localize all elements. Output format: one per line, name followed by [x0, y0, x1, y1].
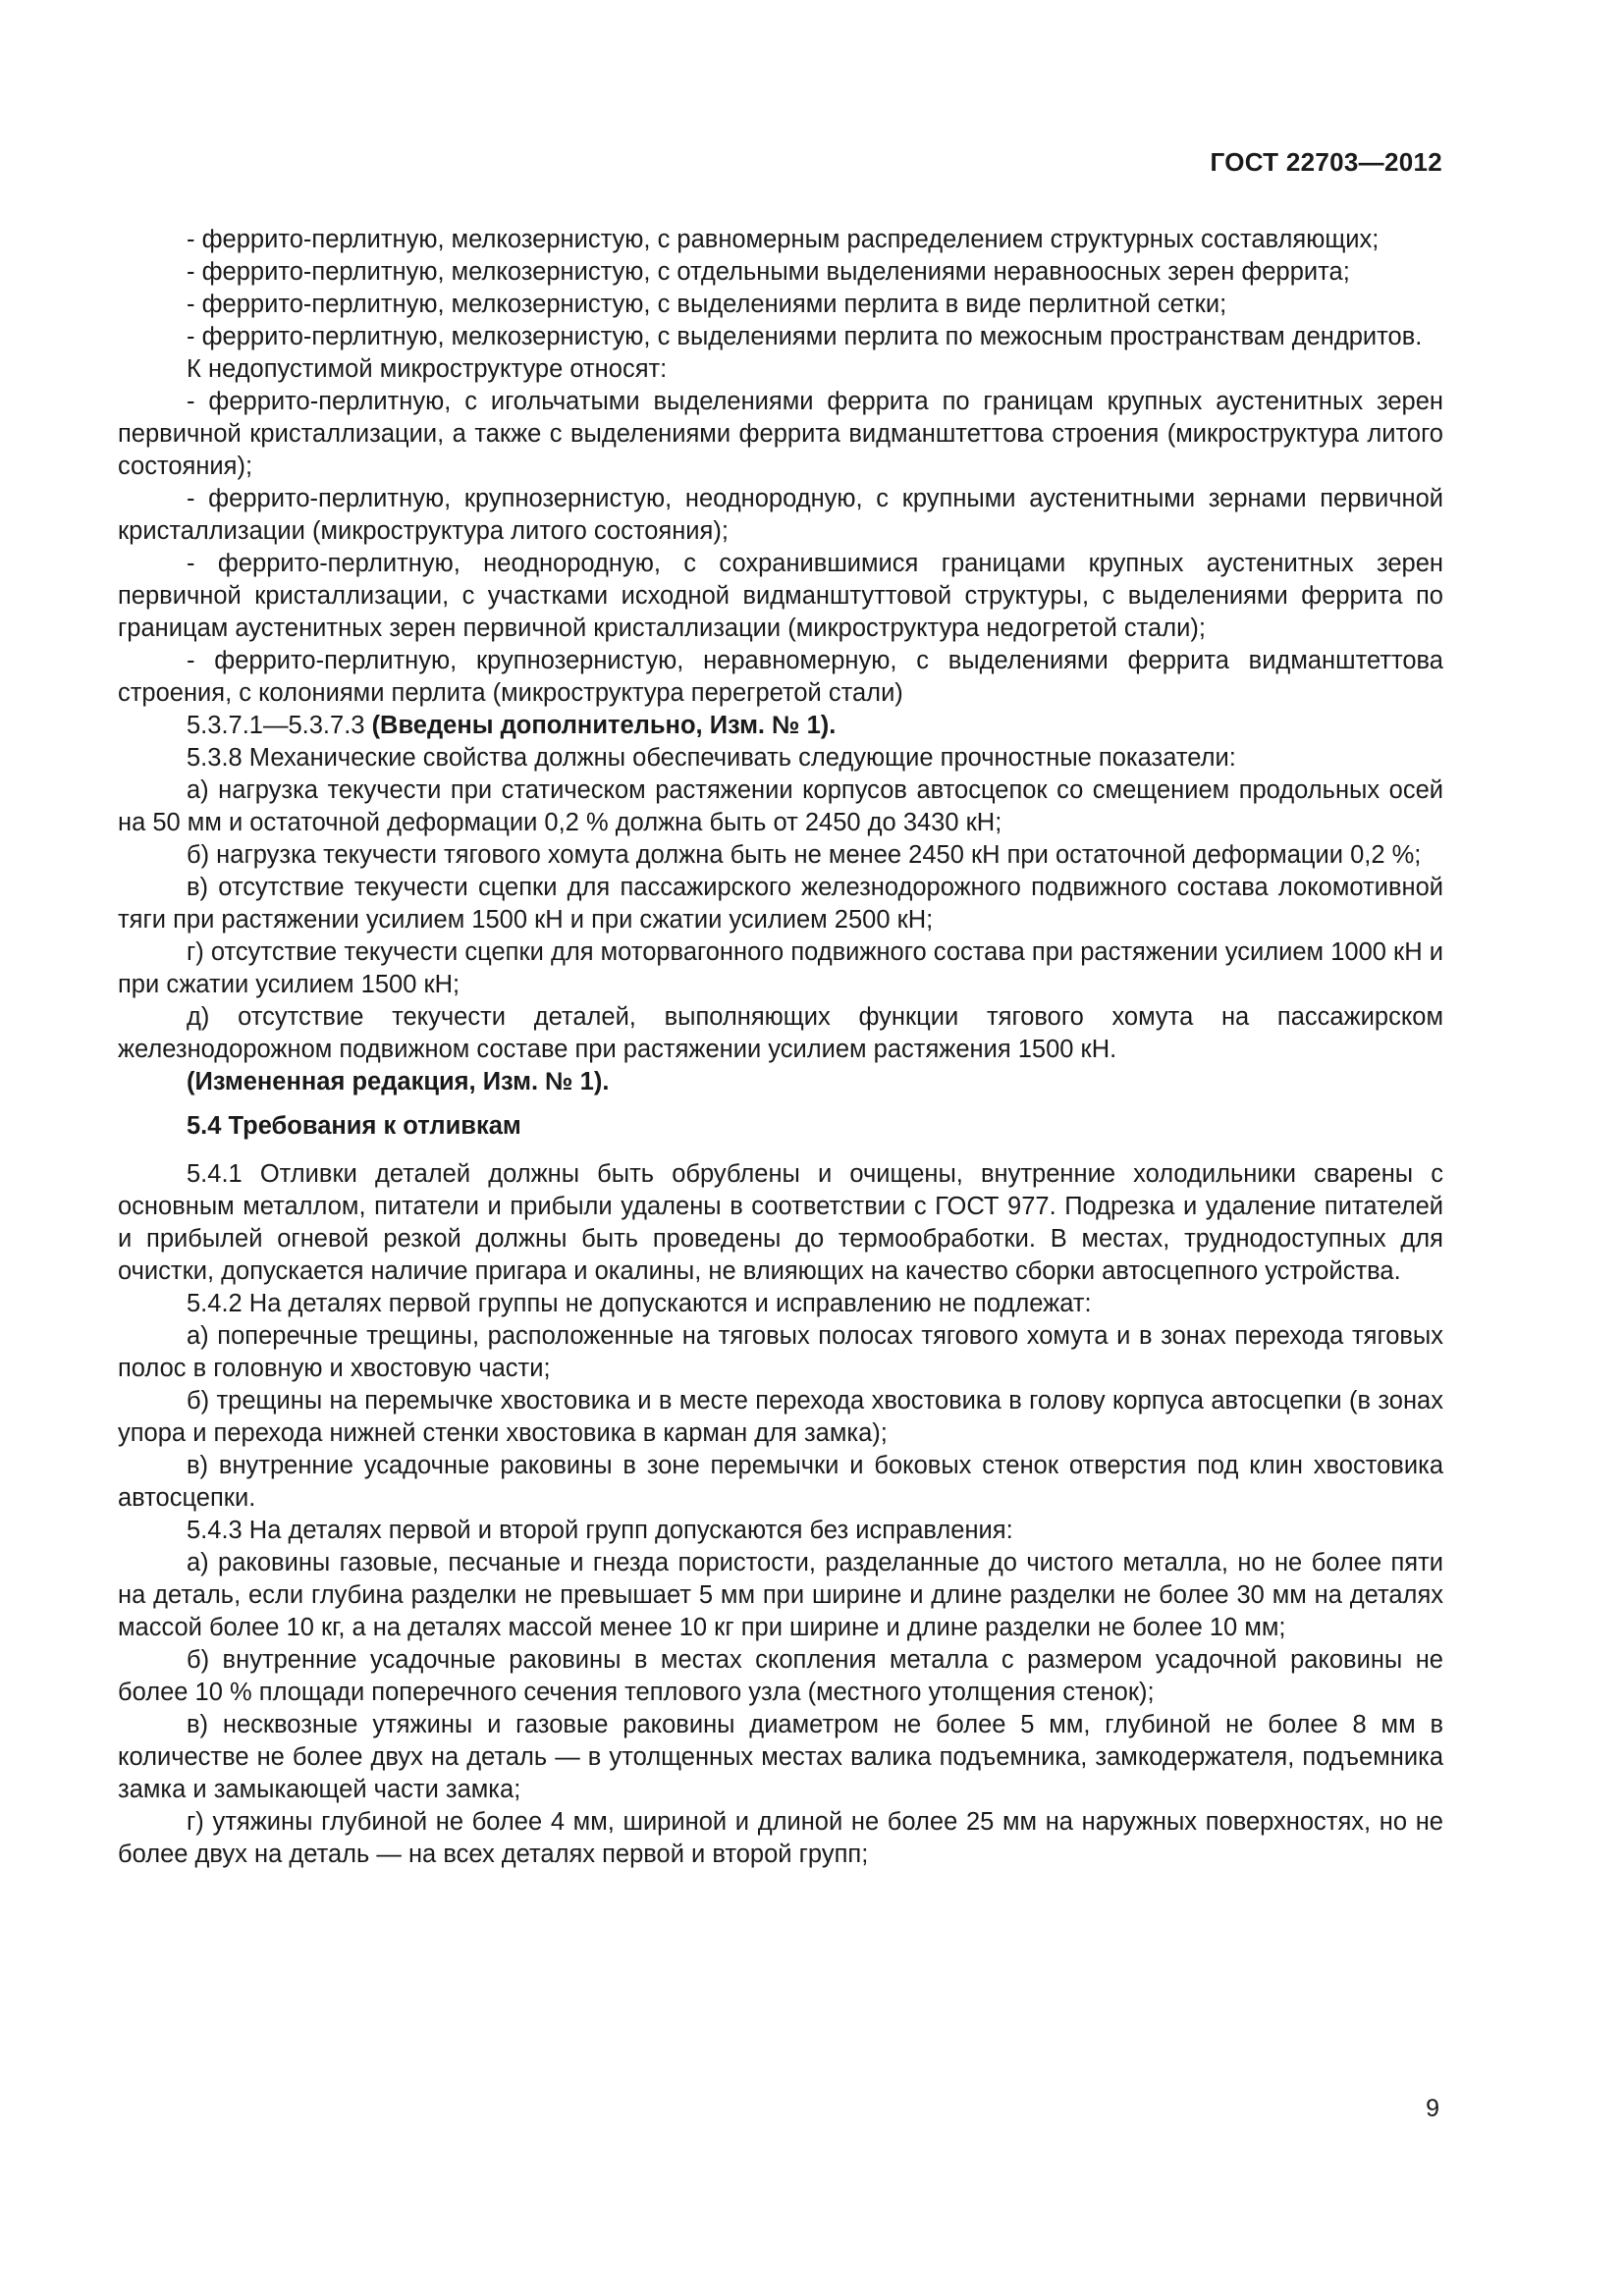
list-item: в) отсутствие текучести сцепки для пассажирского железнодорожного подвижного состава локомотивной тяги при растяжении усилием 1500 кН и при сжатии усилием 2500 кН;	[118, 874, 1443, 934]
list-item: б) нагрузка текучести тягового хомута должна быть не менее 2450 кН при остаточной деформации 0,2 %;	[187, 841, 1422, 869]
amendment-note: (Измененная редакция, Изм. № 1).	[187, 1068, 610, 1095]
list-item: - феррито-перлитную, неоднородную, с сохранившимися границами крупных аустенитных зерен первичной кристаллизации, с участками исходной видманштуттовой структуры, с выделениями феррита по границам аустенитных зерен первичной кристаллизации (микроструктура недогретой стали);	[118, 550, 1443, 642]
list-item: г) утяжины глубиной не более 4 мм, шириной и длиной не более 25 мм на наружных поверхностях, но не более двух на деталь — на всех деталях первой и второй групп;	[118, 1808, 1443, 1868]
list-item: а) нагрузка текучести при статическом растяжении корпусов автосцепок со смещением продольных осей на 50 мм и остаточной деформации 0,2 % должна быть от 2450 до 3430 кН;	[118, 776, 1443, 836]
paragraph: 5.4.1 Отливки деталей должны быть обрублены и очищены, внутренние холодильники сварены с основным металлом, питатели и прибыли удалены в соответствии с ГОСТ 977. Подрезка и удаление питателей и прибылей огневой резкой должны быть проведены до термообработки. В местах, труднодоступных для очистки, допускается наличие пригара и окалины, не влияющих на качество сборки автосцепного устройства.	[118, 1160, 1443, 1285]
list-item: г) отсутствие текучести сцепки для моторвагонного подвижного состава при растяжении усилием 1000 кН и при сжатии усилием 1500 кН;	[118, 938, 1443, 998]
section-heading: 5.4 Требования к отливкам	[187, 1112, 521, 1140]
list-item: - феррито-перлитную, крупнозернистую, неравномерную, с выделениями феррита видманштеттова строения, с колониями перлита (микроструктура перегретой стали)	[118, 647, 1443, 707]
list-item: д) отсутствие текучести деталей, выполняющих функции тягового хомута на пассажирском железнодорожном подвижном составе при растяжении усилием растяжения 1500 кН.	[118, 1003, 1443, 1063]
list-item: а) поперечные трещины, расположенные на тяговых полосах тягового хомута и в зонах перехода тяговых полос в головную и хвостовую части;	[118, 1322, 1443, 1382]
list-item: б) внутренние усадочные раковины в местах скопления металла с размером усадочной раковины не более 10 % площади поперечного сечения теплового узла (местного утолщения стенок);	[118, 1646, 1443, 1706]
list-item: - феррито-перлитную, мелкозернистую, с выделениями перлита по межосным пространствам дендритов.	[187, 323, 1423, 350]
document-header: ГОСТ 22703—2012	[1210, 147, 1442, 177]
list-item: - феррито-перлитную, мелкозернистую, с выделениями перлита в виде перлитной сетки;	[187, 291, 1227, 318]
list-item: - феррито-перлитную, с игольчатыми выделениями феррита по границам крупных аустенитных зерен первичной кристаллизации, а также с выделениями феррита видманштеттова строения (микроструктура литого состояния);	[118, 388, 1443, 480]
list-item: а) раковины газовые, песчаные и гнезда пористости, разделанные до чистого металла, но не более пяти на деталь, если глубина разделки не превышает 5 мм при ширине и длине разделки не более 30 мм на деталях массой более 10 кг, а на деталях массой менее 10 кг при ширине и длине разделки не более 10 мм;	[118, 1549, 1443, 1641]
list-item: в) несквозные утяжины и газовые раковины диаметром не более 5 мм, глубиной не более 8 мм в количестве не более двух на деталь — в утолщенных местах валика подъемника, замкодержателя, подъемника замка и замыкающей части замка;	[118, 1711, 1443, 1803]
list-item: б) трещины на перемычке хвостовика и в месте перехода хвостовика в голову корпуса автосцепки (в зонах упора и перехода нижней стенки хвостовика в карман для замка);	[118, 1387, 1443, 1447]
document-body	[118, 224, 1443, 1871]
paragraph: К недопустимой микроструктуре относят:	[187, 355, 668, 383]
list-item: в) внутренние усадочные раковины в зоне перемычки и боковых стенок отверстия под клин хвостовика автосцепки.	[118, 1452, 1443, 1512]
paragraph: 5.4.2 На деталях первой группы не допускаются и исправлению не подлежат:	[187, 1290, 1092, 1317]
list-item: - феррито-перлитную, крупнозернистую, неоднородную, с крупными аустенитными зернами первичной кристаллизации (микроструктура литого состояния);	[118, 485, 1443, 545]
page-number: 9	[1426, 2095, 1439, 2122]
paragraph: 5.3.8 Механические свойства должны обеспечивать следующие прочностные показатели:	[187, 744, 1236, 772]
amendment-note: (Введены дополнительно, Изм. № 1).	[371, 712, 837, 739]
clause-ref: 5.3.7.1—5.3.7.3	[187, 712, 372, 739]
paragraph-5371	[118, 710, 1443, 742]
list-item: - феррито-перлитную, мелкозернистую, с равномерным распределением структурных составляющих;	[187, 226, 1380, 253]
list-item: - феррито-перлитную, мелкозернистую, с отдельными выделениями неравноосных зерен феррита;	[187, 258, 1350, 286]
paragraph: 5.4.3 На деталях первой и второй групп допускаются без исправления:	[187, 1517, 1013, 1544]
